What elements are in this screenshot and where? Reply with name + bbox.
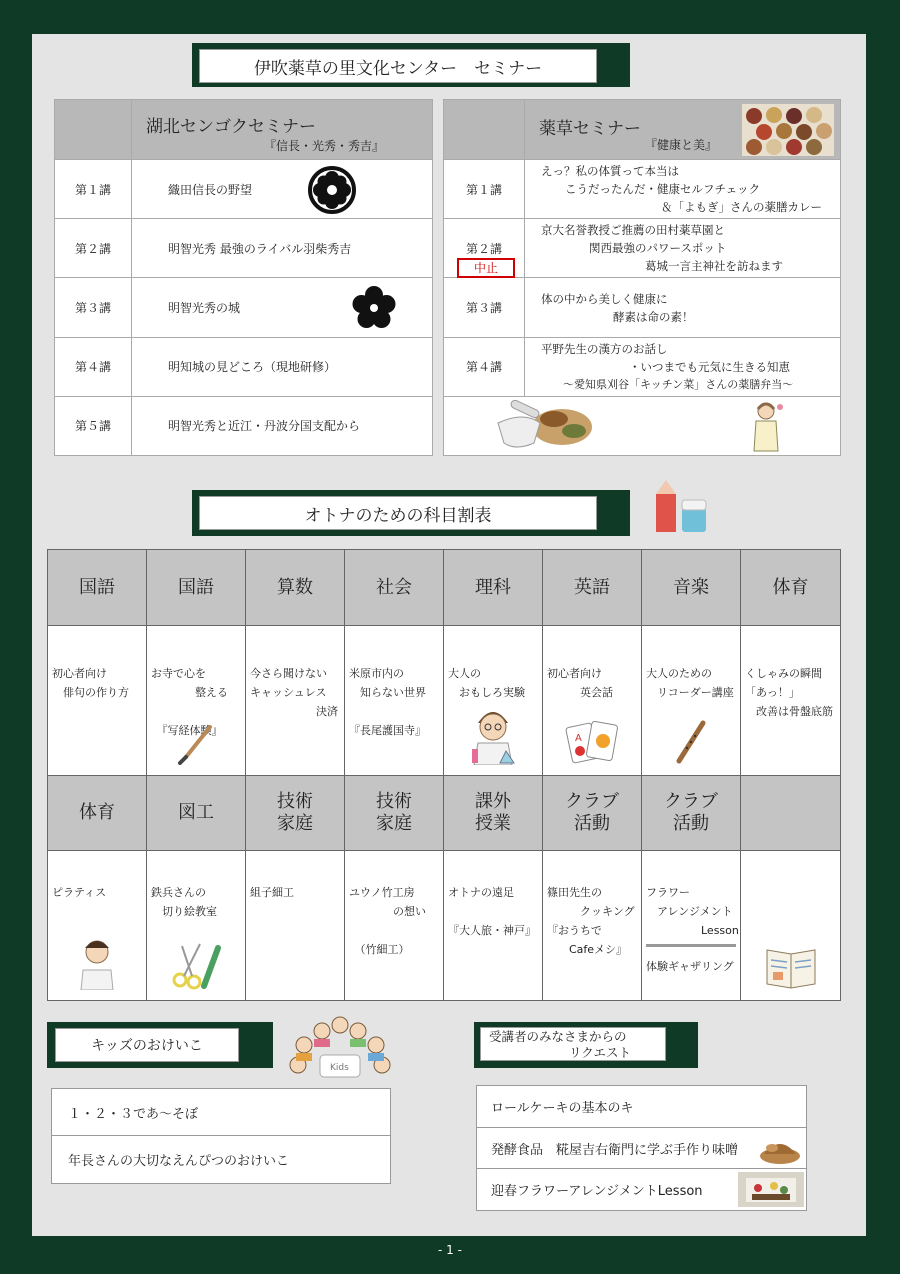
subject-header	[542, 775, 642, 851]
woman-illustration	[744, 399, 788, 453]
kohoku-lecture-text: 織田信長の野望	[168, 182, 253, 197]
subject-header	[344, 775, 444, 851]
yakuso-lecture-line: 酵素は命の素！	[613, 309, 694, 324]
pencil-eraser-icon	[652, 478, 708, 536]
yakuso-title: 薬草セミナー	[539, 119, 641, 139]
subject-header	[443, 775, 543, 851]
subject-header	[245, 549, 345, 626]
subject-detail-line: 改善は骨盤底筋	[745, 705, 833, 718]
kids-logo-text: Kids	[330, 1063, 349, 1073]
subject-detail-line: おもしろ実験	[448, 686, 525, 699]
subject-detail	[47, 850, 147, 1001]
subject-label: 体育	[772, 576, 809, 598]
subject-detail-line	[646, 944, 736, 957]
subject-header	[542, 549, 642, 626]
subject-detail	[245, 625, 345, 776]
subject-detail	[344, 625, 444, 776]
kohoku-lecture-num: 第４講	[55, 337, 132, 396]
subject-detail-line: 決済	[250, 705, 338, 718]
subject-detail-line: アレンジメント	[646, 905, 733, 918]
subject-detail-line: 体験ギャザリング	[646, 960, 734, 973]
kohoku-subtitle: 『信長・光秀・秀吉』	[263, 139, 384, 153]
subject-detail	[47, 625, 147, 776]
subject-detail-line	[448, 902, 538, 921]
woman-fitness-icon	[75, 936, 119, 990]
subject-detail-line: 俳句の作り方	[52, 686, 129, 699]
cancelled-badge: 中止	[457, 258, 515, 278]
subject-detail-line: Cafeメシ』	[547, 943, 628, 956]
subject-detail	[146, 625, 246, 776]
subject-detail-line: オトナの遠足	[448, 886, 514, 899]
subject-label: 算数	[277, 576, 313, 598]
subject-header	[245, 775, 345, 851]
kohoku-lecture-text: 明智光秀と近江・丹波分国支配から	[132, 396, 433, 455]
kohoku-lecture-num: 第１講	[55, 160, 132, 219]
subject-label: 技術 家庭	[277, 791, 313, 834]
scientist-icon	[466, 703, 520, 765]
miso-image	[756, 1130, 804, 1166]
subject-detail-line: 『写経体験』	[151, 724, 223, 737]
kohoku-title: 湖北センゴクセミナー	[146, 117, 316, 137]
brush-icon	[176, 723, 216, 765]
kids-banner-title: キッズのおけいこ	[55, 1028, 239, 1062]
yakuso-lecture-line: 京大名誉教授ご推薦の田村薬草園と	[541, 223, 725, 238]
subject-detail-line: 鉄兵さんの	[151, 886, 206, 899]
subject-header	[443, 549, 543, 626]
subject-detail-line: くしゃみの瞬間	[745, 667, 822, 680]
subject-header	[641, 549, 741, 626]
subject-detail-line: 整える	[151, 686, 228, 699]
subject-header	[47, 775, 147, 851]
subject-label: 社会	[376, 576, 412, 598]
subject-detail	[344, 850, 444, 1001]
subject-detail-line: クッキング	[547, 905, 635, 918]
subject-detail	[641, 625, 741, 776]
yakuso-lecture-line: ～愛知県刈谷「キッチン菜」さんの薬膳弁当～	[563, 377, 794, 391]
kohoku-lecture-text: 明智光秀の城	[168, 301, 241, 316]
yakuso-lecture-line: ・いつまでも元気に生きる知恵	[629, 359, 790, 374]
subject-detail-line: お寺で心を	[151, 667, 206, 680]
subject-header	[47, 549, 147, 626]
kohoku-lecture-num: 第２講	[55, 219, 132, 278]
request-banner-line2: リクエスト	[569, 1045, 632, 1060]
yakuso-lecture-line: 葛城一言主神社を訪ねます	[645, 259, 783, 274]
subject-detail-line: Lesson	[646, 924, 739, 937]
herbs-bowls-image	[742, 104, 834, 156]
subject-detail	[443, 625, 543, 776]
subject-detail-line: ピラティス	[52, 886, 107, 899]
playing-cards-icon	[565, 717, 619, 765]
kids-banner	[47, 1022, 273, 1068]
yakuso-header	[525, 100, 841, 160]
yakuso-seminar-table	[443, 99, 841, 456]
subject-detail	[542, 625, 642, 776]
subject-detail	[146, 850, 246, 1001]
subject-detail-line: 大人のための	[646, 667, 712, 680]
yakuso-subtitle: 『健康と美』	[645, 138, 718, 152]
subject-detail-line: 組子細工	[250, 886, 294, 899]
request-item: 発酵食品 糀屋吉右衛門に学ぶ手作り味噌	[491, 1143, 739, 1158]
seminar-banner	[192, 43, 630, 87]
subject-header	[146, 549, 246, 626]
subject-label: 課外 授業	[475, 791, 511, 834]
subject-detail-line: 大人の	[448, 667, 481, 680]
subject-detail	[641, 850, 741, 1001]
open-book-icon	[763, 940, 819, 990]
subject-detail-line: キャッシュレス	[250, 686, 327, 699]
subject-detail-line: の想い	[349, 905, 426, 918]
subject-header	[641, 775, 741, 851]
subject-detail-line: フラワー	[646, 886, 690, 899]
mortar-herbs-image	[484, 399, 594, 453]
subject-detail-line: 初心者向け	[52, 667, 107, 680]
subject-detail-line: 米原市内の	[349, 667, 404, 680]
request-banner-line1: 受講者のみなさまからの	[489, 1029, 627, 1044]
subject-detail	[542, 850, 642, 1001]
subject-header	[740, 549, 841, 626]
subject-detail-line: 切り絵教室	[151, 905, 217, 918]
subject-detail-line	[349, 921, 439, 940]
scissors-icon	[170, 938, 222, 990]
yakuso-lecture-line: こうだったんだ・健康セルフチェック	[565, 182, 761, 197]
yakuso-lecture-line: 平野先生の漢方のお話し	[541, 341, 668, 356]
subject-detail	[245, 850, 345, 1001]
kohoku-lecture-text: 明智光秀 最強のライバル羽柴秀吉	[132, 219, 433, 278]
kids-group-illustration	[284, 1015, 396, 1081]
subject-detail-line: 知らない世界	[349, 686, 426, 699]
flower-arrangement-image	[738, 1172, 804, 1207]
yakuso-lecture-line: ＆「よもぎ」さんの薬膳カレー	[661, 200, 822, 215]
kohoku-seminar-table	[54, 99, 433, 456]
subject-detail	[443, 850, 543, 1001]
yakuso-lecture-num: 第３講	[444, 278, 525, 337]
kikyo-crest-icon	[352, 286, 396, 330]
kohoku-lecture-num: 第５講	[55, 396, 132, 455]
subject-header	[740, 775, 841, 851]
kids-list	[51, 1088, 391, 1184]
subject-detail-line	[349, 702, 439, 721]
svg-text:A: A	[575, 733, 582, 744]
subject-label: クラブ 活動	[664, 791, 718, 834]
kohoku-lecture-text: 明知城の見どころ（現地研修）	[132, 337, 433, 396]
yakuso-lecture-line: 関西最強のパワースポット	[589, 241, 727, 256]
subject-detail-line: 篠田先生の	[547, 886, 602, 899]
subject-label: 音楽	[673, 576, 709, 598]
subject-header	[344, 549, 444, 626]
subject-header	[146, 775, 246, 851]
subject-label: 技術 家庭	[376, 791, 412, 834]
subject-label: 国語	[178, 576, 214, 598]
subject-detail-line	[151, 702, 241, 721]
subject-label: クラブ 活動	[565, 791, 619, 834]
subject-detail-line: 『大人旅・神戸』	[448, 924, 536, 937]
yakuso-lecture-num: 第４講	[444, 337, 525, 396]
subject-detail	[740, 625, 841, 776]
subject-label: 理科	[475, 576, 511, 598]
subject-detail-line: 『長尾護国寺』	[349, 724, 426, 737]
subject-detail-line: ユウノ竹工房	[349, 886, 415, 899]
subject-detail-line: （竹細工）	[349, 943, 410, 956]
yakuso-lecture-line: えっ？私の体質って本当は	[541, 164, 679, 179]
yakuso-lecture-line: 体の中から美しく健康に	[541, 291, 668, 306]
subject-label: 英語	[574, 576, 610, 598]
request-item: 迎春フラワーアレンジメントLesson	[491, 1184, 703, 1199]
subject-detail	[740, 850, 841, 1001]
subject-detail-line: 「あっ！」	[745, 686, 800, 699]
subject-detail-line: 英会話	[547, 686, 613, 699]
kohoku-lecture-num: 第３講	[55, 278, 132, 337]
kohoku-header	[132, 100, 433, 160]
kids-item: 年長さんの大切なえんぴつのおけいこ	[52, 1135, 390, 1182]
seminar-banner-title: 伊吹薬草の里文化センター セミナー	[199, 49, 597, 83]
request-banner	[474, 1022, 698, 1068]
kids-item: １・２・３であ～そぼ	[68, 1106, 199, 1122]
subject-detail-line: リコーダー講座	[646, 686, 734, 699]
subject-detail-line: 初心者向け	[547, 667, 602, 680]
subject-label: 体育	[79, 802, 115, 823]
subject-detail-line: 『おうちで	[547, 924, 602, 937]
oda-crest-icon	[308, 166, 356, 214]
subject-detail-line: 今さら聞けない	[250, 667, 327, 680]
request-banner-box	[480, 1027, 666, 1061]
yakuso-lecture-num: 第２講	[465, 241, 502, 256]
request-item: ロールケーキの基本のキ	[491, 1101, 634, 1116]
schedule-banner	[192, 490, 630, 536]
page-number: - 1 -	[438, 1243, 462, 1257]
subject-label: 図工	[178, 802, 214, 823]
schedule-banner-title: オトナのための科目割表	[199, 496, 597, 530]
yakuso-lecture-num: 第１講	[444, 160, 525, 219]
request-list	[476, 1085, 807, 1211]
recorder-icon	[671, 719, 711, 765]
subject-label: 国語	[79, 576, 115, 598]
